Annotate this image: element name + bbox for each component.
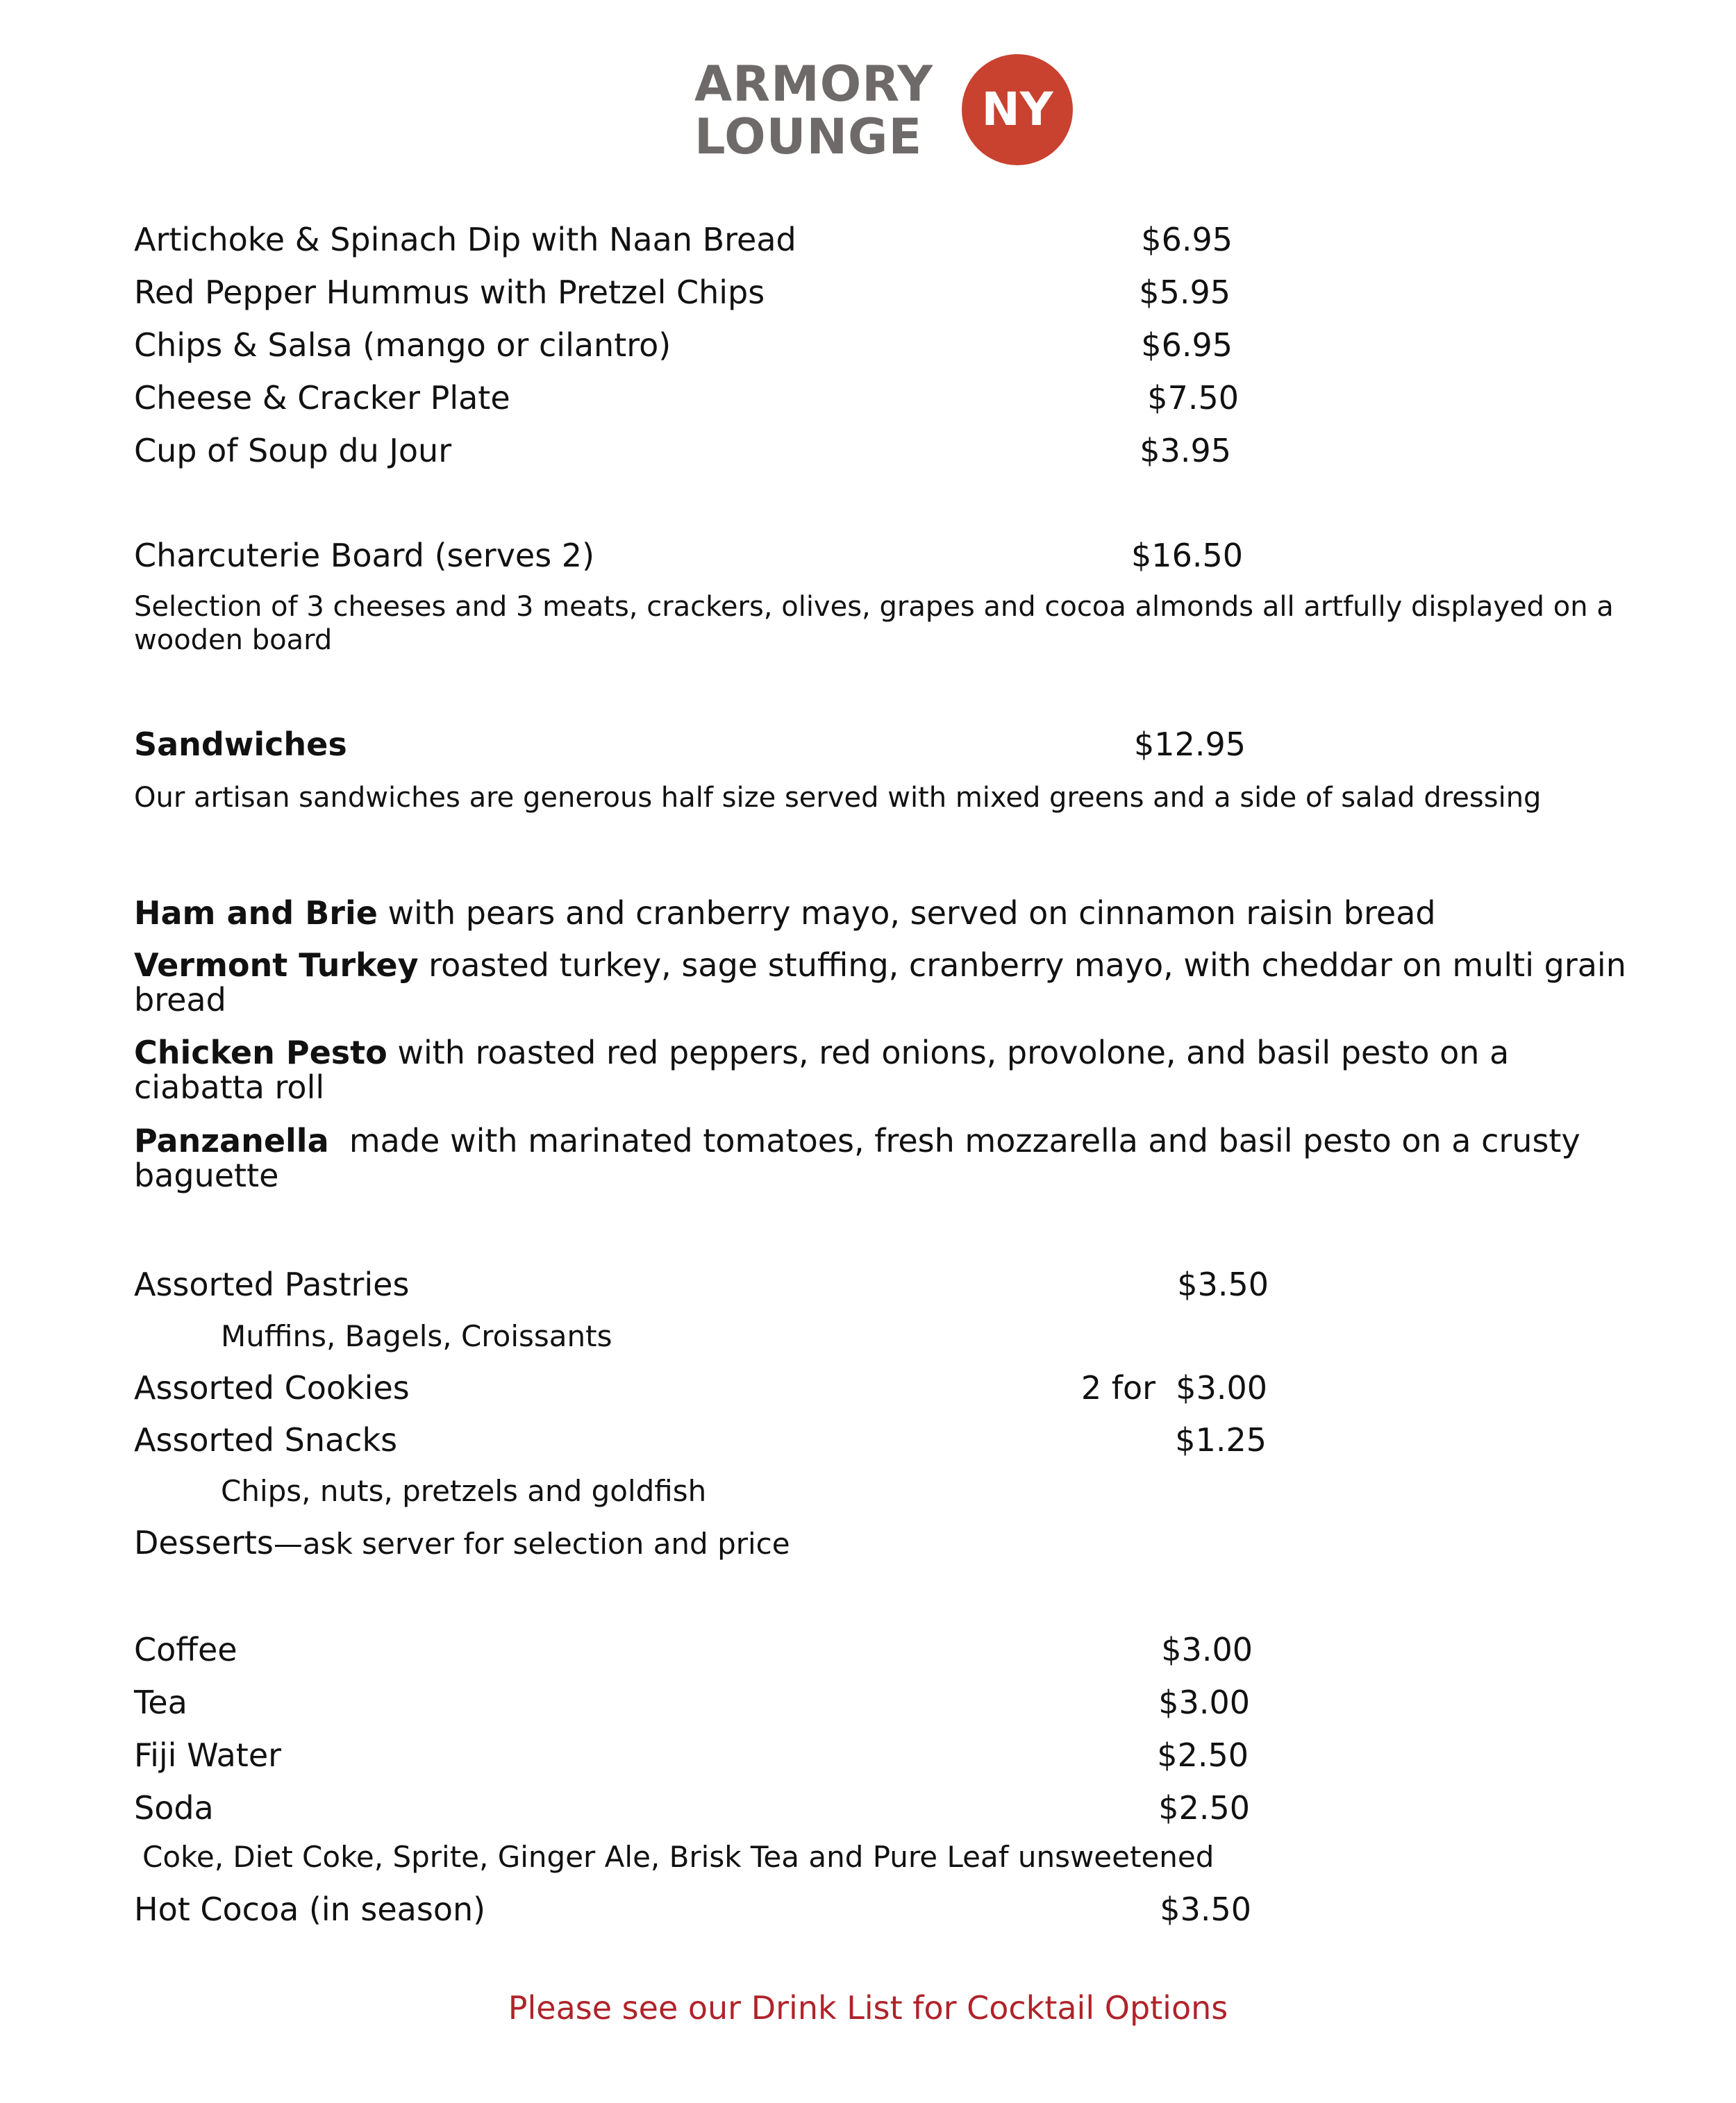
sandwich-detail: with roasted red peppers, red onions, provolone, and basil pesto on a ciabatta roll [134, 1034, 1510, 1106]
menu-item-price: $3.95 [1140, 432, 1231, 469]
pastries-price: $3.50 [1177, 1266, 1269, 1303]
sandwich-name: Ham and Brie [134, 894, 378, 932]
snacks-note: Chips, nuts, pretzels and goldfish [221, 1474, 707, 1508]
menu-item-name: Cup of Soup du Jour [134, 432, 452, 469]
menu-item-name: Artichoke & Spinach Dip with Naan Bread [134, 221, 796, 258]
drink-name: Coffee [134, 1631, 237, 1668]
hot-cocoa-name: Hot Cocoa (in season) [134, 1891, 486, 1928]
sandwich-name: Vermont Turkey [134, 946, 419, 984]
drink-price: $3.00 [1158, 1684, 1250, 1721]
sandwich-detail: with pears and cranberry mayo, served on cinnamon raisin bread [377, 894, 1436, 932]
snacks-name: Assorted Snacks [134, 1421, 398, 1459]
cookies-price: 2 for $3.00 [1080, 1369, 1267, 1407]
logo-line-1: ARMORY [694, 56, 934, 112]
sandwich-name: Panzanella [134, 1122, 329, 1159]
menu-item-name: Chips & Salsa (mango or cilantro) [134, 326, 671, 364]
sandwich-name: Chicken Pesto [134, 1034, 387, 1071]
sandwiches-description: Our artisan sandwiches are generous half size served with mixed greens and a side of salad dressing [134, 782, 1542, 814]
sandwich-detail: made with marinated tomatoes, fresh mozzarella and basil pesto on a crusty baguette [134, 1122, 1591, 1194]
sandwiches-price: $12.95 [1134, 726, 1246, 763]
logo-line-2: LOUNGE [694, 108, 923, 165]
cookies-name: Assorted Cookies [134, 1369, 410, 1407]
sandwich-detail: roasted turkey, sage stuffing, cranberry mayo, with cheddar on multi grain bread [134, 946, 1626, 1019]
pastries-note: Muffins, Bagels, Croissants [221, 1319, 612, 1353]
menu-item-name: Cheese & Cracker Plate [134, 379, 510, 417]
hot-cocoa-price: $3.50 [1160, 1891, 1251, 1928]
armory-lounge-logo [694, 54, 1083, 172]
soda-note: Coke, Diet Coke, Sprite, Ginger Ale, Brisk Tea and Pure Leaf unsweetened [142, 1840, 1215, 1874]
snacks-price: $1.25 [1175, 1421, 1267, 1459]
menu-item-price: $5.95 [1139, 274, 1230, 311]
drink-price: $2.50 [1157, 1736, 1249, 1774]
menu-item-price: $7.50 [1147, 379, 1239, 417]
menu-item-name: Red Pepper Hummus with Pretzel Chips [134, 274, 765, 311]
desserts-detail: —ask server for selection and price [273, 1527, 790, 1561]
drink-name: Soda [134, 1789, 214, 1827]
charcuterie-name: Charcuterie Board (serves 2) [134, 537, 595, 574]
logo-ny-badge: NY [962, 54, 1073, 165]
menu-item-price: $6.95 [1141, 326, 1233, 364]
footer-note: Please see our Drink List for Cocktail Options [508, 1989, 1228, 2027]
menu-item-price: $6.95 [1141, 221, 1233, 258]
pastries-name: Assorted Pastries [134, 1266, 410, 1303]
sandwich-item [134, 948, 1641, 1017]
charcuterie-price: $16.50 [1131, 537, 1243, 574]
desserts-name: Desserts [134, 1524, 274, 1561]
sandwiches-heading: Sandwiches [134, 726, 347, 763]
sandwich-item [134, 896, 1641, 930]
sandwich-item [134, 1035, 1641, 1105]
desserts-line [134, 1525, 790, 1562]
drink-price: $3.00 [1161, 1631, 1253, 1668]
drink-name: Fiji Water [134, 1736, 282, 1774]
drink-price: $2.50 [1158, 1789, 1250, 1827]
charcuterie-description: Selection of 3 cheeses and 3 meats, crackers, olives, grapes and cocoa almonds all artfully displayed on a wooden board [134, 591, 1614, 656]
drink-name: Tea [134, 1684, 187, 1721]
sandwich-item [134, 1123, 1662, 1193]
